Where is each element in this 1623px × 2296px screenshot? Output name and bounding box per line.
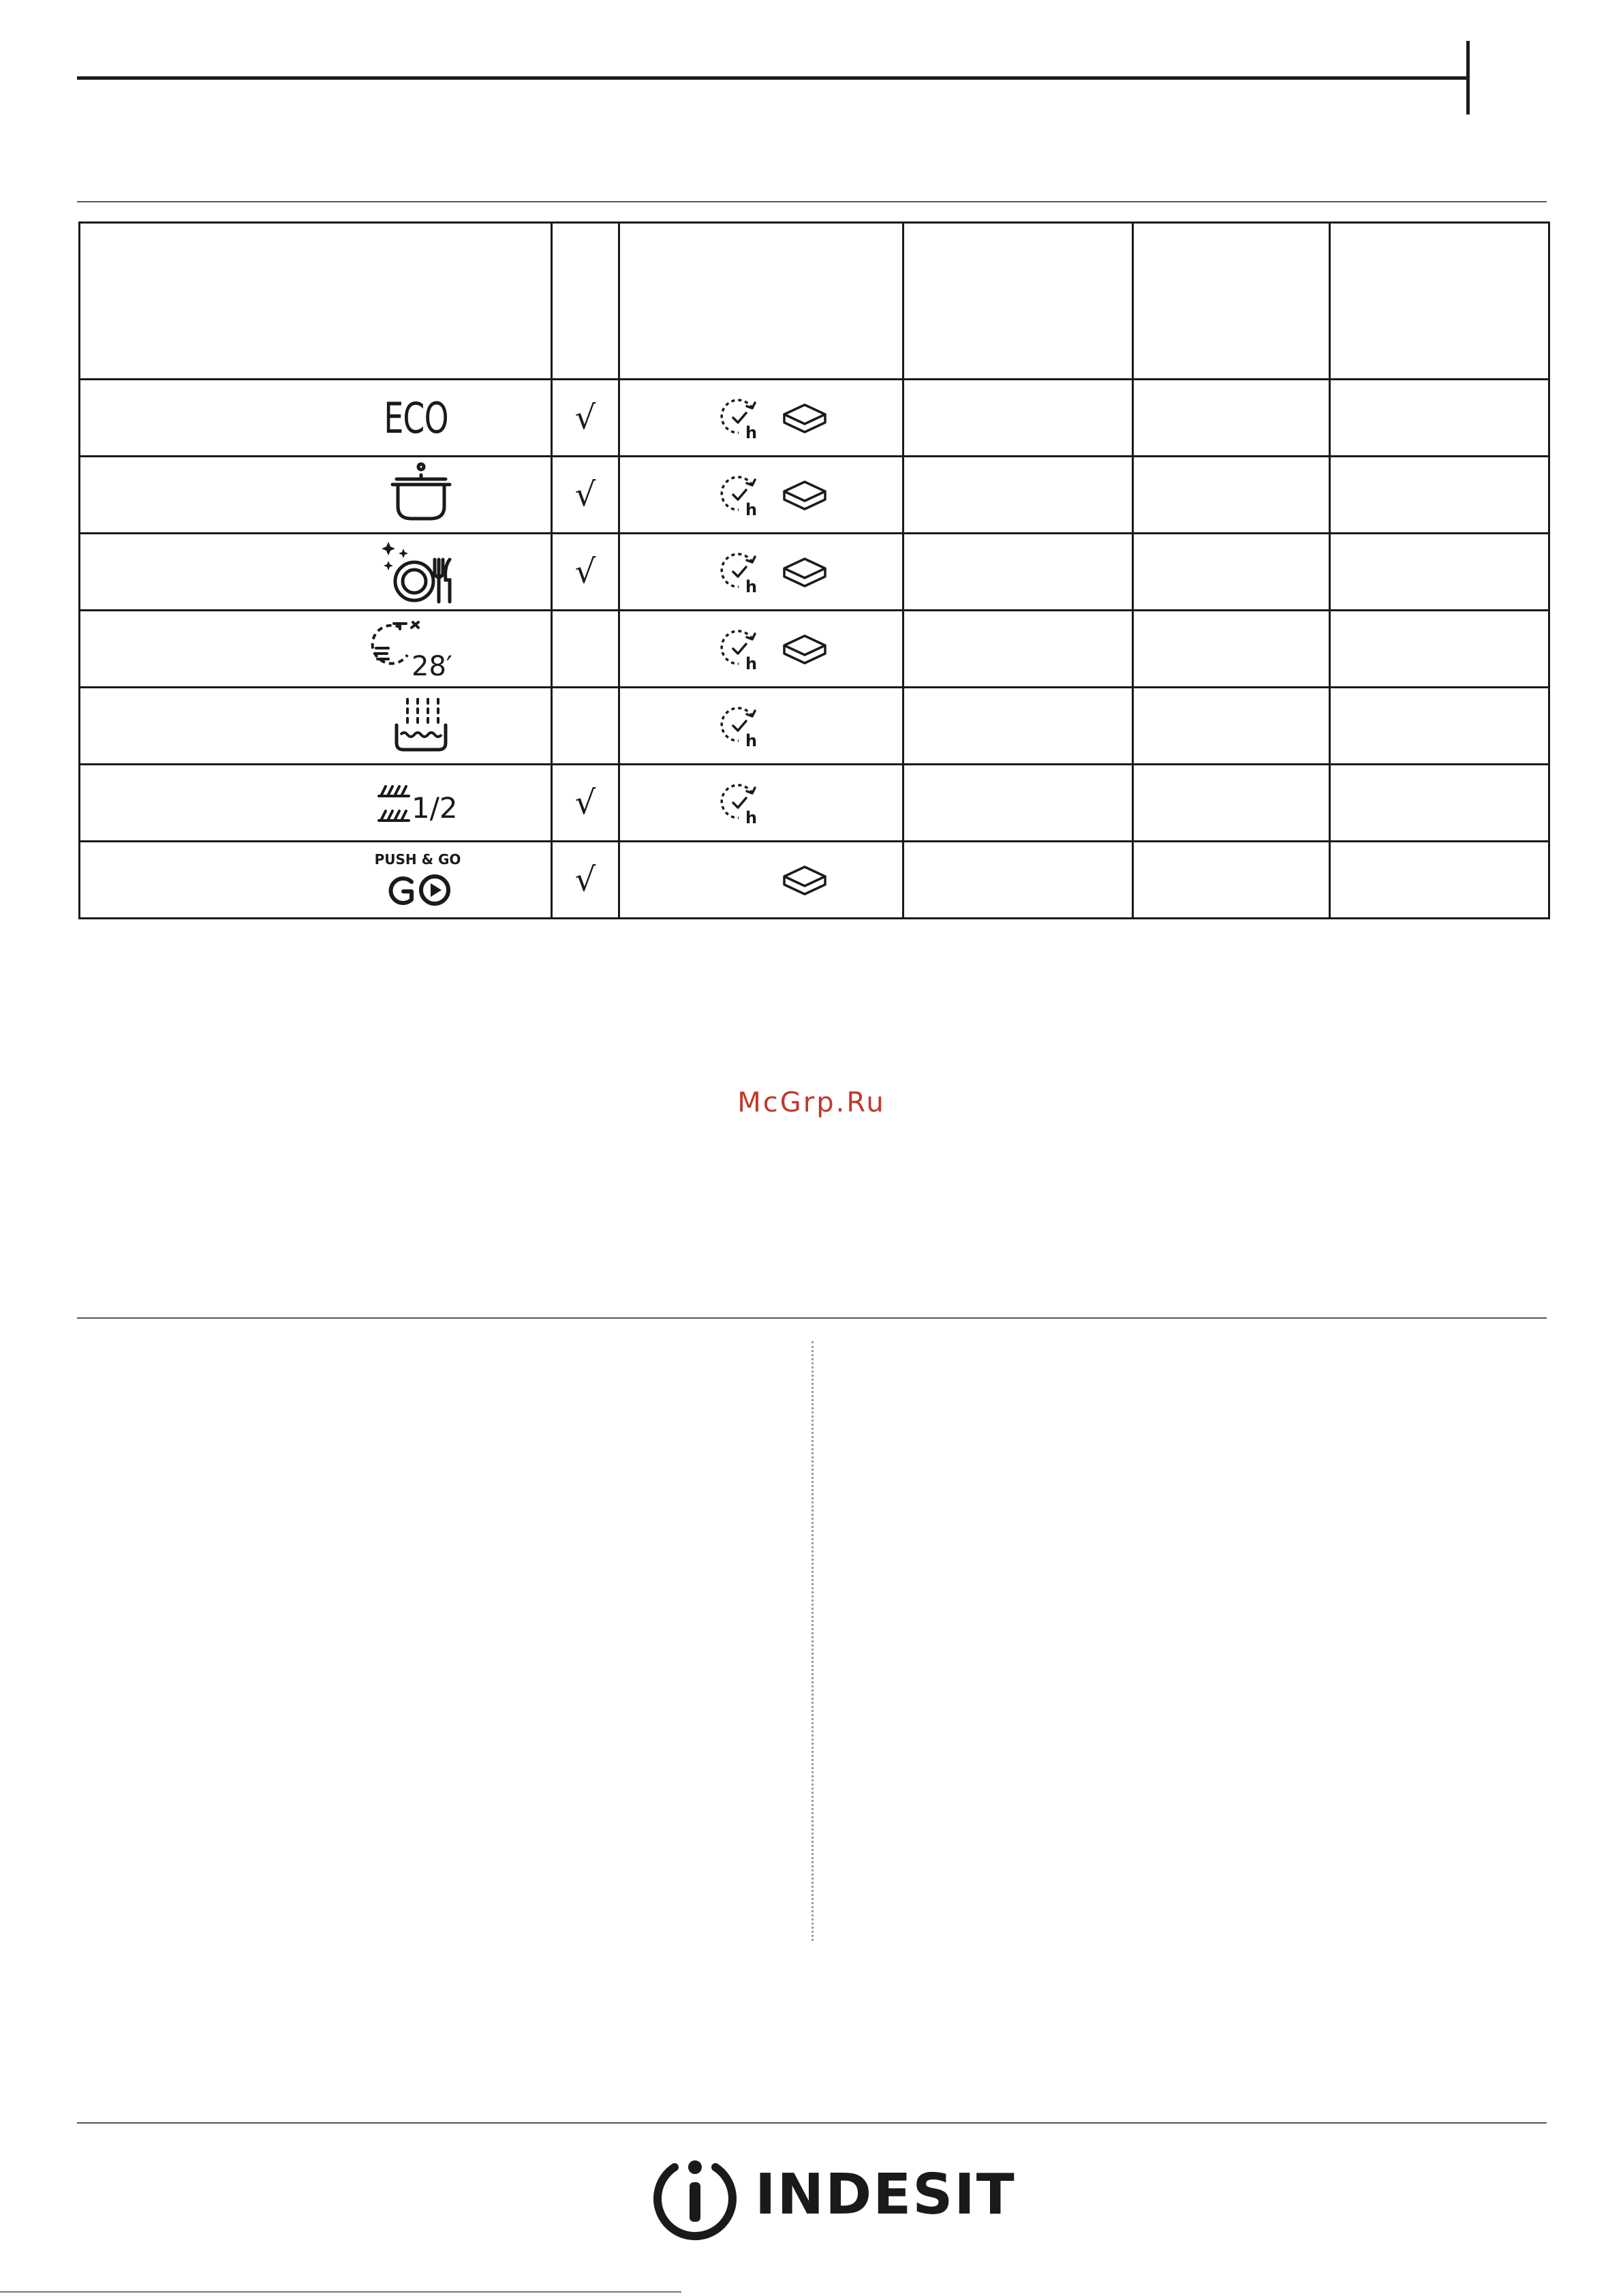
table-row — [80, 611, 1549, 688]
half-load-icon — [373, 776, 458, 830]
delay-start-icon — [718, 550, 762, 594]
header-cell-options — [619, 223, 903, 380]
options-cell — [619, 765, 903, 842]
delay-start-icon — [718, 781, 762, 825]
sparkle-plate-cutlery-icon — [380, 539, 455, 604]
tablet-icon — [780, 630, 829, 667]
quick-timer-icon — [373, 618, 455, 682]
check-cell — [552, 688, 619, 765]
push-and-go-label: PUSH & GO — [374, 851, 461, 868]
soak-prewash-icon — [387, 695, 455, 756]
delay-start-icon — [718, 627, 762, 671]
top-rule-end-tick — [1466, 41, 1470, 114]
indesit-logo-mark-icon — [647, 2147, 743, 2242]
table-row — [80, 457, 1549, 534]
delay-start-icon — [718, 396, 762, 440]
section-rule-2 — [77, 1317, 1547, 1319]
section-rule — [77, 201, 1547, 202]
svg-text:h: h — [745, 654, 757, 673]
table-row — [80, 380, 1549, 457]
program-cell — [80, 765, 552, 842]
options-cell — [619, 611, 903, 688]
top-rule — [77, 76, 1468, 80]
svg-text:h: h — [745, 731, 757, 750]
tablet-icon — [780, 476, 829, 513]
table-row — [80, 534, 1549, 611]
check-cell: √ — [552, 534, 619, 611]
program-cell — [80, 611, 552, 688]
half-load-label: 1/2 — [412, 791, 458, 825]
delay-start-icon — [718, 473, 762, 517]
options-cell — [619, 457, 903, 534]
header-cell-5 — [1133, 223, 1330, 380]
program-cell — [80, 842, 552, 919]
svg-text:h: h — [745, 577, 757, 596]
header-cell-4 — [903, 223, 1133, 380]
tablet-icon — [780, 861, 829, 898]
pot-icon — [387, 464, 455, 525]
eco-text-icon: ECO — [384, 393, 448, 443]
options-cell — [619, 534, 903, 611]
table-row — [80, 765, 1549, 842]
table-row — [80, 842, 1549, 919]
options-cell — [619, 380, 903, 457]
column-separator — [812, 1341, 814, 1941]
tablet-icon — [780, 399, 829, 436]
options-cell — [619, 842, 903, 919]
svg-text:h: h — [745, 423, 757, 442]
program-cell — [80, 457, 552, 534]
table-row — [80, 688, 1549, 765]
header-cell-check — [552, 223, 619, 380]
svg-text:h: h — [745, 500, 757, 519]
brand-name: INDESIT — [755, 2162, 1016, 2227]
watermark: McGrp.Ru — [737, 1087, 886, 1118]
push-and-go-icon — [374, 849, 461, 910]
footer-rule — [77, 2122, 1547, 2124]
check-cell: √ — [552, 380, 619, 457]
check-cell: √ — [552, 842, 619, 919]
delay-start-icon — [718, 704, 762, 748]
brand-logo — [647, 2147, 1016, 2242]
bottom-edge-rule — [0, 2291, 681, 2293]
check-cell — [552, 611, 619, 688]
check-cell: √ — [552, 457, 619, 534]
check-cell: √ — [552, 765, 619, 842]
program-cell — [80, 688, 552, 765]
options-cell — [619, 688, 903, 765]
tablet-icon — [780, 553, 829, 590]
program-cell — [80, 534, 552, 611]
quick-timer-label: 28′ — [412, 651, 452, 682]
programs-table — [78, 221, 1550, 919]
header-cell-program — [80, 223, 552, 380]
table-header-row — [80, 223, 1549, 380]
program-cell — [80, 380, 552, 457]
svg-text:h: h — [745, 808, 757, 827]
header-cell-6 — [1330, 223, 1549, 380]
